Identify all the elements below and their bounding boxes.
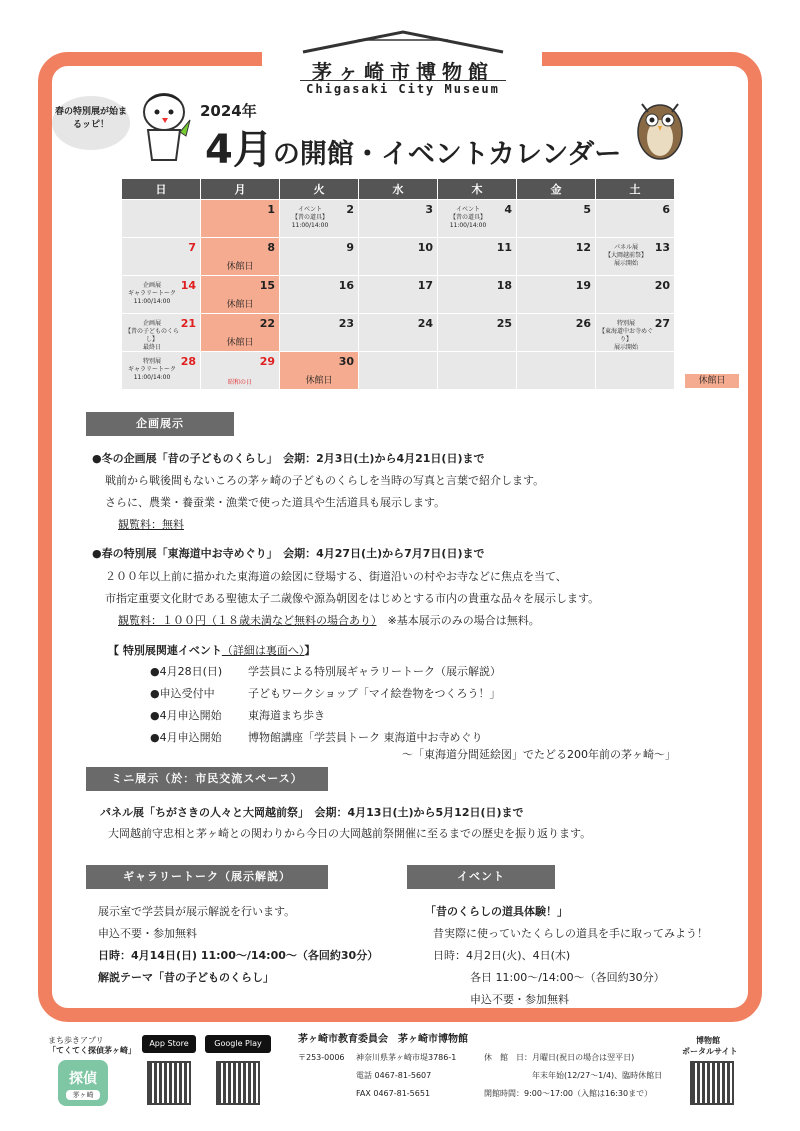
fax: FAX 0467-81-5651 [356,1089,431,1098]
app-icon-sub: 茅ヶ崎 [66,1090,100,1100]
day-number: 30 [338,355,354,368]
logo-english: Chigasaki City Museum [306,82,500,96]
calendar-day[interactable] [280,276,359,314]
related-events-link[interactable]: （詳細は裏面へ） [221,644,305,657]
closed-days: 休 館 日：月曜日(祝日の場合は翌平日) [484,1053,635,1062]
day-number: 12 [575,241,591,254]
holiday-label: 昭和の日 [227,379,252,386]
day-number: 2 [346,203,354,216]
spring-exhibit-line2: 市指定重要文化財である聖徳太子二歳像や源為朝図をはじめとする市内の貴重な品々を展示します。 [105,592,600,605]
owl-mascot-icon [632,98,690,162]
day-number: 10 [417,241,433,254]
calendar-week-row [122,314,675,352]
spring-exhibit-fee: 観覧料：１００円（１８歳未満など無料の場合あり） [118,614,377,627]
logo-divider [300,80,506,81]
related-events-close: 】 [304,644,316,657]
day-number: 17 [417,279,433,292]
day-event-note: イベント 【昔の道具】 11:00/14:00 [291,206,329,229]
winter-exhibit-fee: 観覧料：無料 [118,518,184,531]
related-event-what: 学芸員による特別展ギャラリートーク（展示解説） [248,665,501,678]
calendar-day[interactable] [280,314,359,352]
related-event-when: ●申込受付中 [150,687,215,700]
calendar-day[interactable] [438,238,517,276]
logo-japanese: 茅ヶ崎市博物館 [312,60,494,84]
day-number: 23 [338,317,354,330]
weekday-header: 金 [517,179,596,200]
zip-code: 〒253-0006 [298,1053,345,1062]
day-number: 15 [259,279,275,292]
closed-label: 休館日 [305,376,333,386]
day-number: 26 [575,317,591,330]
event-tag: イベント [407,865,555,889]
year-label: 2024年 [200,102,257,120]
closed-days-2: 年末年始(12/27～1/4)、臨時休館日 [532,1071,663,1080]
related-events-title [108,643,315,659]
app-icon-text: 探偵 [69,1071,97,1087]
calendar-day[interactable] [122,276,201,314]
app-icon[interactable] [58,1060,108,1106]
app-store-badge[interactable]: App Store [142,1035,196,1053]
telephone: 電話 0467-81-5607 [356,1071,432,1080]
app-label: まち歩きアプリ [48,1036,104,1045]
day-event-note: 特別展 ギャラリートーク 11:00/14:00 [127,358,176,381]
closed-day-legend: 休館日 [685,374,739,388]
calendar-day[interactable] [359,314,438,352]
mini-exhibit-title: パネル展「ちがさきの人々と大岡越前祭」 会期：4月13日(土)から5月12日(日)まで [100,806,524,819]
calendar-table [121,178,675,390]
speech-bubble: 春の特別展が始まるッピ！ [52,96,130,150]
calendar-day[interactable] [201,352,280,390]
winter-exhibit-line2: さらに、農業・養蚕業・漁業で使った道具や生活道具も展示します。 [105,496,446,509]
day-number: 28 [180,355,196,368]
day-number: 11 [496,241,512,254]
calendar-day[interactable] [517,314,596,352]
event-title: 「昔のくらしの道具体験！」 [425,905,568,918]
day-number: 14 [180,279,196,292]
day-number: 7 [188,241,196,254]
calendar-day[interactable] [517,238,596,276]
related-event-when: ●4月28日(日) [150,665,223,678]
calendar-day[interactable] [359,238,438,276]
page-title [205,118,621,175]
mini-exhibit-body: 大岡越前守忠相と茅ヶ崎との関わりから今日の大岡越前祭開催に至るまでの歴史を振り返ります。 [108,827,592,840]
calendar-empty-cell [596,352,675,390]
calendar-empty-cell [122,200,201,238]
weekday-header: 水 [359,179,438,200]
calendar-day[interactable] [438,314,517,352]
calendar-day[interactable] [438,276,517,314]
day-number: 29 [259,355,275,368]
day-number: 16 [338,279,354,292]
related-event-when: ●4月申込開始 [150,709,222,722]
gallery-line1: 展示室で学芸員が展示解説を行います。 [98,905,296,918]
closed-label: 休館日 [226,300,254,310]
winter-exhibit-line1: 戦前から戦後間もないころの茅ヶ崎の子どものくらしを当時の写真と言葉で紹介します。 [105,474,545,487]
related-events-label: 【 特別展関連イベント [108,644,222,657]
day-event-note: 特別展 【東海道中お寺めぐり】 展示開始 [598,320,653,351]
google-play-qr-icon[interactable] [216,1061,260,1105]
gallery-line2: 申込不要・参加無料 [98,927,197,940]
day-number: 6 [662,203,670,216]
gallery-line3: 日時：4月14日(日) 11:00～/14:00～（各回約30分） [98,949,379,962]
day-number: 3 [425,203,433,216]
spring-exhibit-fee-row [118,613,540,629]
day-event-note: 企画展 ギャラリートーク 11:00/14:00 [127,282,176,305]
calendar-day[interactable] [359,276,438,314]
portal-label-1: 博物館 [696,1036,720,1045]
opening-hours: 開館時間：9:00～17:00（入館は16:30まで） [484,1089,653,1098]
calendar-week-row [122,352,675,390]
day-number: 24 [417,317,433,330]
closed-label: 休館日 [226,338,254,348]
weekday-header: 日 [122,179,201,200]
calendar-day[interactable] [596,238,675,276]
day-number: 18 [496,279,512,292]
calendar-day[interactable] [438,200,517,238]
calendar-day[interactable] [122,352,201,390]
calendar-empty-cell [517,352,596,390]
portal-label-2: ポータルサイト [682,1047,738,1056]
calendar-day[interactable] [596,200,675,238]
day-number: 5 [583,203,591,216]
mascot-character-icon [134,92,192,164]
title-month: 4月 [205,127,273,173]
related-event-when: ●4月申込開始 [150,731,222,744]
spring-exhibit-fee-note: ※基本展示のみの場合は無料。 [387,614,540,627]
calendar-day[interactable] [517,200,596,238]
calendar-week-row [122,238,675,276]
calendar-day[interactable] [280,352,359,390]
weekday-header: 土 [596,179,675,200]
event-line3: 各日 11:00～/14:00～（各回約30分） [470,971,665,984]
google-play-badge[interactable]: Google Play [205,1035,271,1053]
spring-exhibit-title: ●春の特別展「東海道中お寺めぐり」 会期：4月27日(土)から7月7日(日)まで [92,547,485,560]
day-number: 21 [180,317,196,330]
day-number: 1 [267,203,275,216]
calendar-day[interactable] [201,276,280,314]
day-number: 13 [654,241,670,254]
mini-exhibit-tag: ミニ展示（於：市民交流スペース） [86,767,328,791]
calendar-day[interactable] [201,200,280,238]
weekday-header: 火 [280,179,359,200]
event-line1: 昔実際に使っていたくらしの道具を手に取ってみよう！ [433,927,708,940]
title-rest: の開館・イベントカレンダー [272,139,622,170]
calendar-day[interactable] [596,314,675,352]
calendar-day[interactable] [517,276,596,314]
day-number: 8 [267,241,275,254]
day-number: 20 [654,279,670,292]
calendar-day[interactable] [122,238,201,276]
app-name: 「てくてく探偵茅ヶ崎」 [48,1046,136,1055]
address: 神奈川県茅ヶ崎市堤3786-1 [356,1053,457,1062]
app-store-qr-icon[interactable] [147,1061,191,1105]
day-event-note: 企画展 【昔の子どものくらし】 最終日 [124,320,179,351]
calendar-week-row [122,276,675,314]
event-line2: 日時：4月2日(火)、4日(木) [433,949,571,962]
exhibit-section-tag: 企画展示 [86,412,234,436]
calendar-week-row [122,200,675,238]
org-name: 茅ヶ崎市教育委員会 茅ヶ崎市博物館 [298,1034,468,1045]
related-event-what: 子どもワークショップ「マイ絵巻物をつくろう！」 [248,687,501,700]
calendar-day[interactable] [280,200,359,238]
day-number: 25 [496,317,512,330]
related-item4-continuation: ～「東海道分間延絵図」でたどる200年前の茅ヶ崎～」 [402,748,676,761]
event-line4: 申込不要・参加無料 [470,993,569,1006]
spring-exhibit-line1: ２００年以上前に描かれた東海道の絵図に登場する、街道沿いの村やお寺などに焦点を当て、 [105,570,567,583]
gallery-talk-tag: ギャラリートーク（展示解説） [86,865,328,889]
calendar-day[interactable] [201,314,280,352]
day-number: 19 [575,279,591,292]
calendar-day[interactable] [359,200,438,238]
day-number: 27 [654,317,670,330]
winter-exhibit-title: ●冬の企画展「昔の子どものくらし」 会期：2月3日(土)から4月21日(日)まで [92,452,485,465]
related-event-what: 博物館講座「学芸員トーク 東海道中お寺めぐり [248,731,483,744]
day-event-note: パネル展 【大岡越前祭】 展示開始 [604,244,647,267]
weekday-header: 木 [438,179,517,200]
calendar-empty-cell [438,352,517,390]
gallery-line4: 解説テーマ「昔の子どものくらし」 [98,971,274,984]
closed-label: 休館日 [226,262,254,272]
portal-qr-icon[interactable] [690,1061,734,1105]
day-number: 4 [504,203,512,216]
calendar-day[interactable] [596,276,675,314]
day-number: 22 [259,317,275,330]
calendar-day[interactable] [280,238,359,276]
calendar-day[interactable] [201,238,280,276]
calendar-empty-cell [359,352,438,390]
day-number: 9 [346,241,354,254]
museum-roof-icon [298,28,508,56]
calendar-day[interactable] [122,314,201,352]
weekday-header: 月 [201,179,280,200]
day-event-note: イベント 【昔の道具】 11:00/14:00 [449,206,487,229]
related-event-what: 東海道まち歩き [248,709,325,722]
